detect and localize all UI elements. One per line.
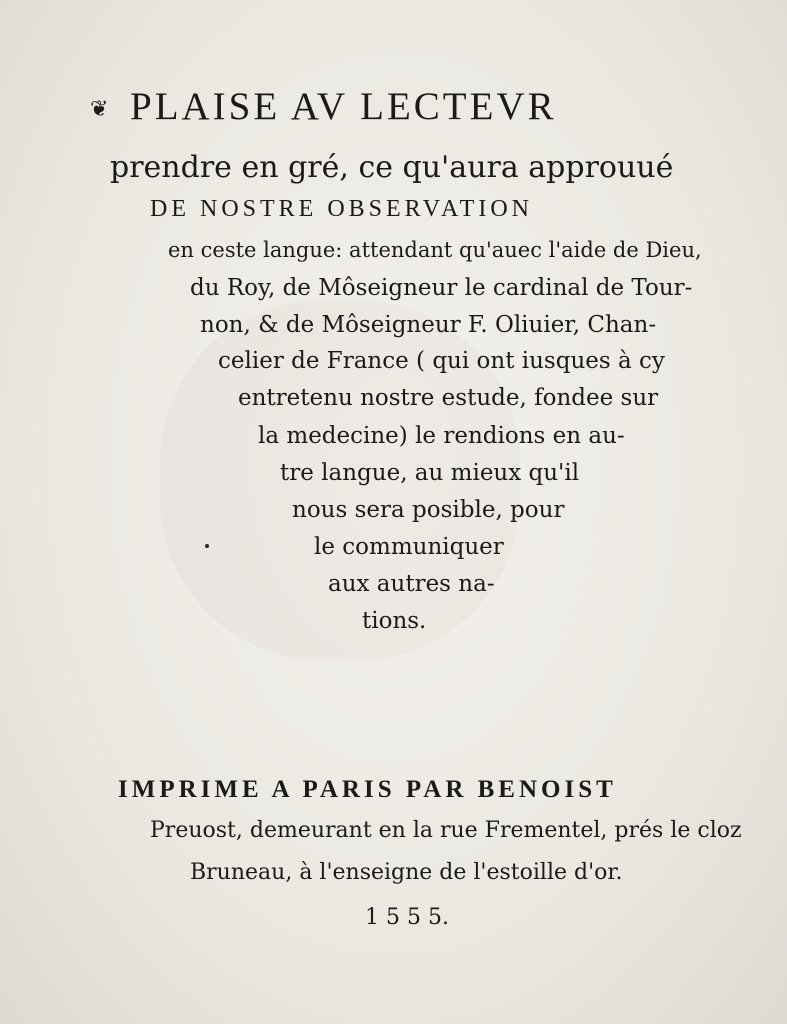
imprint-line-2: Preuost, demeurant en la rue Frementel, prés le cloz <box>150 818 742 843</box>
title-line-1: PLAISE AV LECTEVR <box>130 85 557 128</box>
title-line-6: non, & de Môseigneur F. Oliuier, Chan- <box>200 312 657 338</box>
imprint-date: 1 5 5 5. <box>365 905 449 930</box>
ink-speck <box>205 544 209 548</box>
title-line-13: aux autres na- <box>328 571 495 597</box>
title-line-10: tre langue, au mieux qu'il <box>280 460 580 486</box>
title-line-4: en ceste langue: attendant qu'auec l'aide de Dieu, <box>168 238 702 262</box>
title-line-2: prendre en gré, ce qu'aura approuué <box>110 150 674 185</box>
title-line-14: tions. <box>362 608 427 634</box>
title-line-9: la medecine) le rendions en au- <box>258 423 625 449</box>
title-line-3: DE NOSTRE OBSERVATION <box>150 196 533 222</box>
title-line-8: entretenu nostre estude, fondee sur <box>238 385 659 411</box>
imprint-line-1: IMPRIME A PARIS PAR BENOIST <box>118 776 617 803</box>
title-line-5: du Roy, de Môseigneur le cardinal de Tour- <box>190 275 693 301</box>
title-line-7: celier de France ( qui ont iusques à cy <box>218 348 665 374</box>
title-line-12: le communiquer <box>314 534 504 560</box>
imprint-line-3: Bruneau, à l'enseigne de l'estoille d'or. <box>190 860 623 885</box>
title-line-11: nous sera posible, pour <box>292 497 565 523</box>
fleuron-ornament: ❦ <box>90 97 109 122</box>
